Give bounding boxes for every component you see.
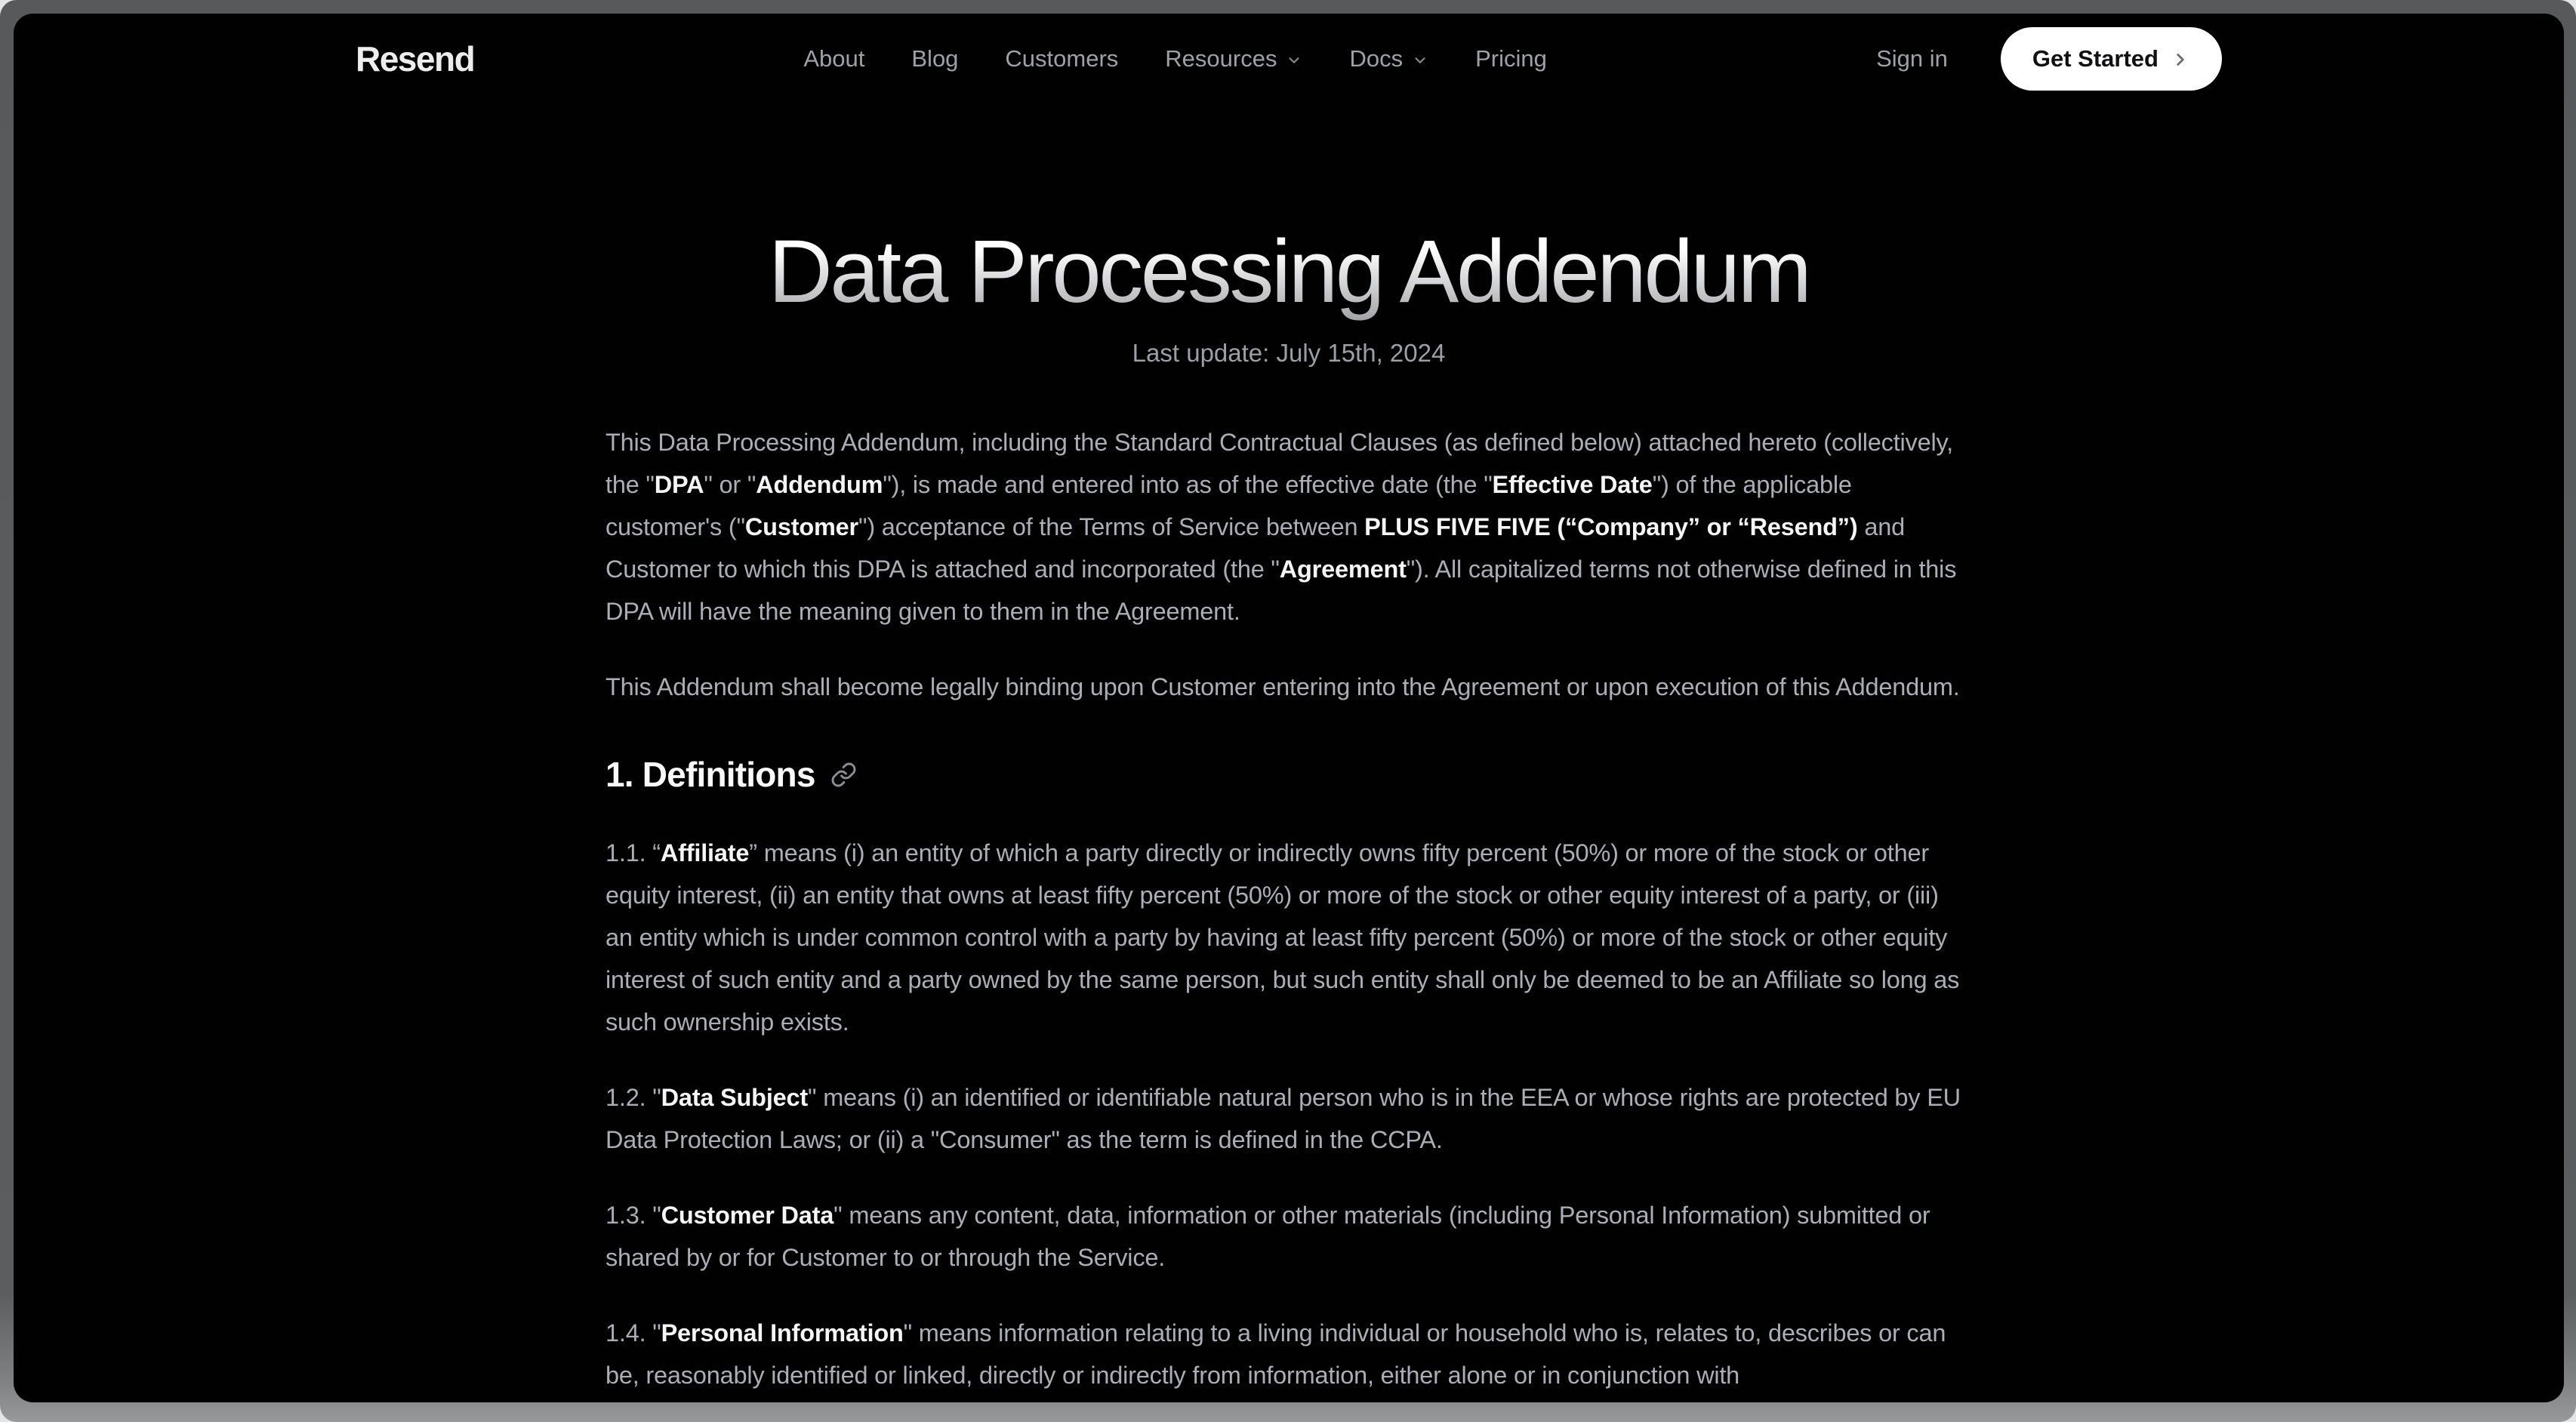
definition-1-1: 1.1. “Affiliate” means (i) an entity of which a party directly or indirectly owns fifty percent (50%) or more of the stock or other equity interest, (ii) an entity that owns at least fifty percent (50%) or more of the stock or other equity interest of a party, or (iii) an entity which is under common control with a party by having at least fifty percent (50%) or more of the stock or other equity interest of such entity and a party owned by the same person, but such entity shall only be deemed to be an Affiliate so long as such ownership exists. — [605, 839, 1960, 1036]
intro-paragraph-2: This Addendum shall become legally binding upon Customer entering into the Agreement or upon execution of this Addendum. — [605, 673, 1960, 700]
definition-1-3: 1.3. "Customer Data" means any content, data, information or other materials (including Personal Information) submitted or shared by or for Customer to or through the Service. — [605, 1202, 1930, 1271]
chevron-down-icon — [1286, 52, 1302, 69]
chevron-right-icon — [2171, 50, 2190, 69]
page-title: Data Processing Addendum — [14, 220, 2564, 323]
nav-item-resources-label: Resources — [1165, 45, 1277, 72]
nav-item-docs[interactable] — [1349, 45, 1428, 72]
get-started-button[interactable] — [2001, 27, 2222, 91]
get-started-label: Get Started — [2032, 45, 2158, 72]
header-actions — [1876, 27, 2222, 91]
main-nav — [474, 45, 1876, 72]
main-content — [14, 220, 2564, 1396]
nav-item-resources[interactable] — [1165, 45, 1302, 72]
section-anchor-link[interactable] — [830, 762, 857, 788]
nav-item-customers[interactable]: Customers — [1005, 45, 1119, 72]
resend-logo[interactable]: Resend — [356, 39, 475, 78]
chevron-down-icon — [1412, 52, 1428, 69]
page-background — [14, 14, 2564, 1402]
sign-in-link[interactable]: Sign in — [1876, 45, 1948, 72]
definition-1-2: 1.2. "Data Subject" means (i) an identified or identifiable natural person who is in the EEA or whose rights are protected by EU Data Protection Laws; or (ii) a "Consumer" as the term is defined in the CCPA. — [605, 1084, 1961, 1153]
intro-paragraph-1: This Data Processing Addendum, including the Standard Contractual Clauses (as defined below) attached hereto (collectively, the "DPA" or "Addendum"), is made and entered into as of the effective date (the "Effective Date") of the applicable customer's ("Customer") acceptance of the Terms of Service between PLUS FIVE FIVE (“Company” or “Resend”) and Customer to which this DPA is attached and incorporated (the "Agreement"). All capitalized terms not otherwise defined in this DPA will have the meaning given to them in the Agreement. — [605, 429, 1957, 625]
nav-item-pricing[interactable]: Pricing — [1475, 45, 1547, 72]
section-heading-text: 1. Definitions — [605, 755, 815, 794]
site-header — [356, 14, 2222, 92]
nav-item-blog[interactable]: Blog — [911, 45, 959, 72]
last-update: Last update: July 15th, 2024 — [1132, 339, 1446, 367]
nav-item-docs-label: Docs — [1349, 45, 1404, 72]
section-heading-definitions — [605, 752, 1972, 797]
link-icon — [830, 762, 857, 788]
dpa-document — [605, 421, 1972, 1396]
nav-item-about[interactable]: About — [803, 45, 865, 72]
definition-1-4: 1.4. "Personal Information" means information relating to a living individual or household who is, relates to, describes or can be, reasonably identified or linked, directly or indirectly from information, either alone or in conjunction with — [605, 1319, 1946, 1389]
